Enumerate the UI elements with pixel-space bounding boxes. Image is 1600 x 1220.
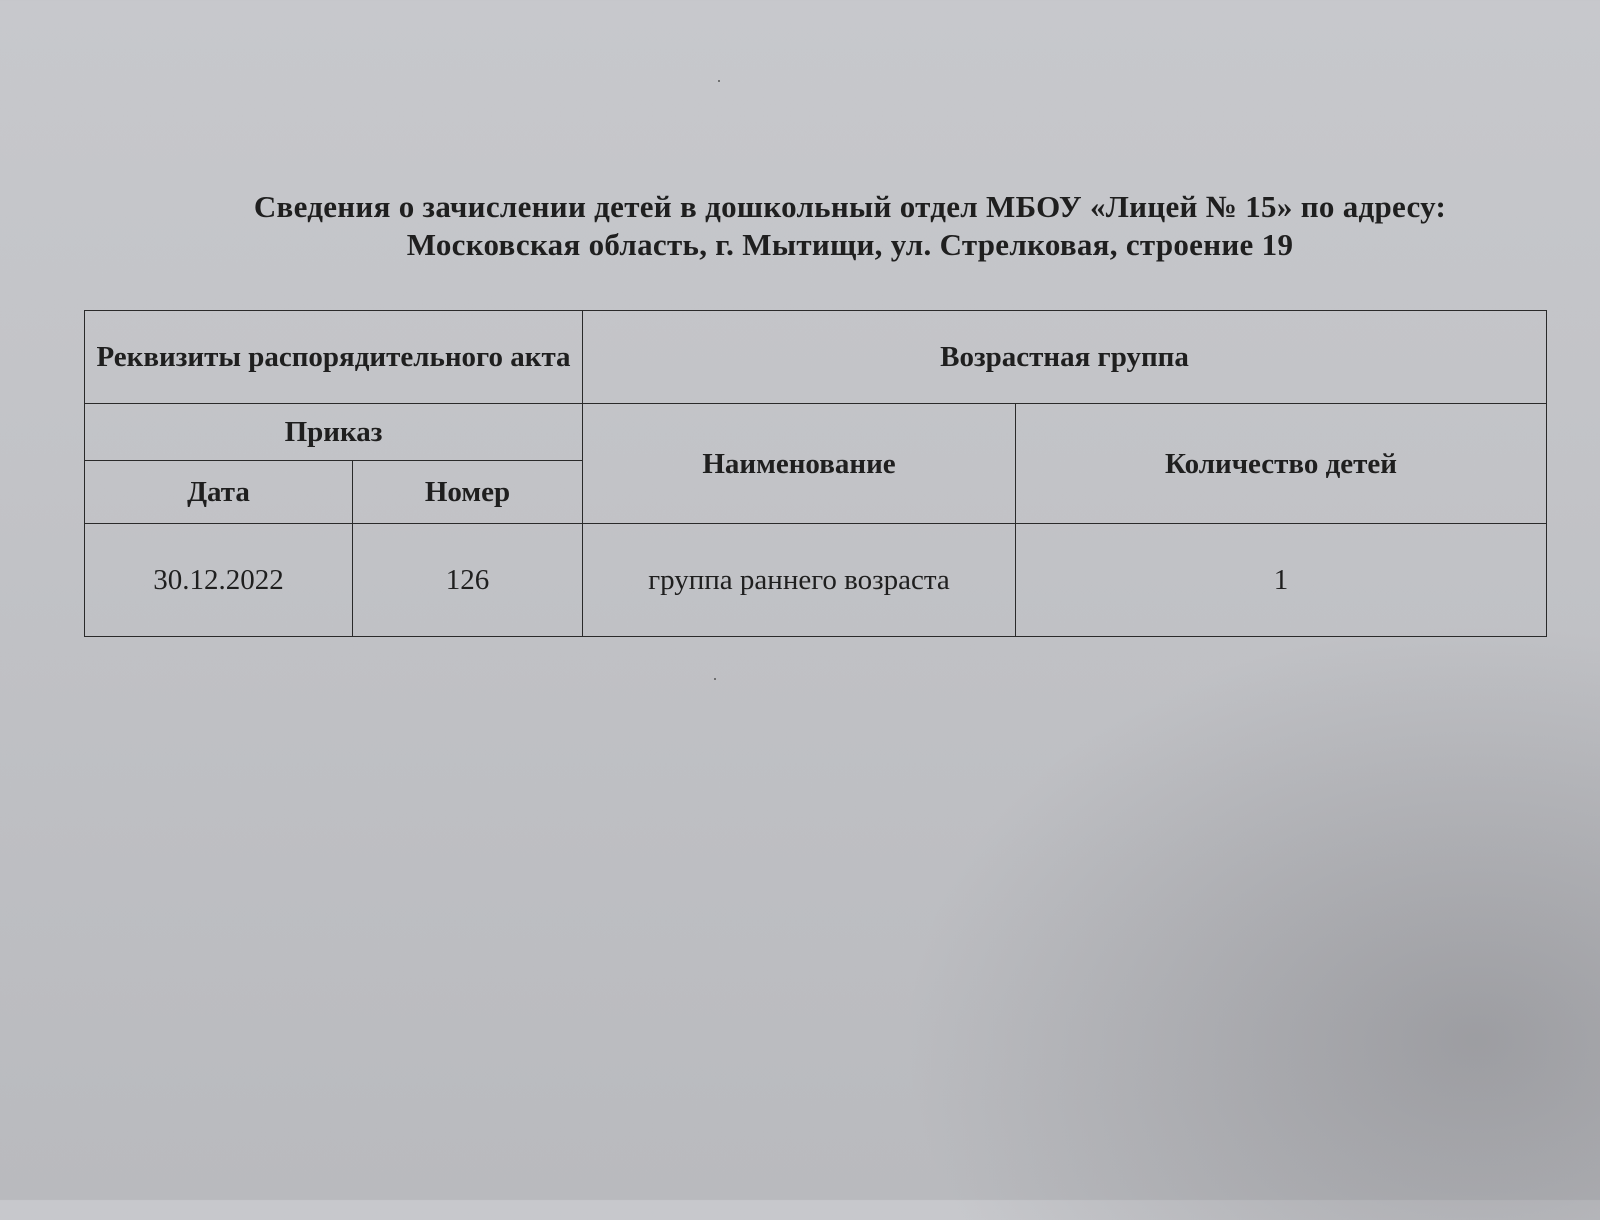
header-row-1 xyxy=(85,311,1547,404)
header-date: Дата xyxy=(85,461,353,524)
cell-name: группа раннего возраста xyxy=(583,524,1016,637)
header-number: Номер xyxy=(353,461,583,524)
table-row xyxy=(85,524,1547,637)
paper-speck xyxy=(718,80,720,82)
enrollment-table xyxy=(84,310,1547,637)
header-age-group: Возрастная группа xyxy=(583,311,1547,404)
document-title xyxy=(120,188,1580,264)
header-name: Наименование xyxy=(583,404,1016,524)
cell-children-count: 1 xyxy=(1016,524,1547,637)
header-children-count: Количество детей xyxy=(1016,404,1547,524)
header-requisites: Реквизиты распорядительного акта xyxy=(85,311,583,404)
title-line-1: Сведения о зачислении детей в дошкольный отдел МБОУ «Лицей № 15» по адресу: xyxy=(253,189,1447,224)
title-line-2: Московская область, г. Мытищи, ул. Стрелковая, строение 19 xyxy=(406,227,1294,262)
cell-number: 126 xyxy=(353,524,583,637)
header-row-2 xyxy=(85,404,1547,461)
paper-shadow xyxy=(900,620,1600,1220)
cell-date: 30.12.2022 xyxy=(85,524,353,637)
header-order: Приказ xyxy=(85,404,583,461)
paper-speck xyxy=(714,678,716,680)
